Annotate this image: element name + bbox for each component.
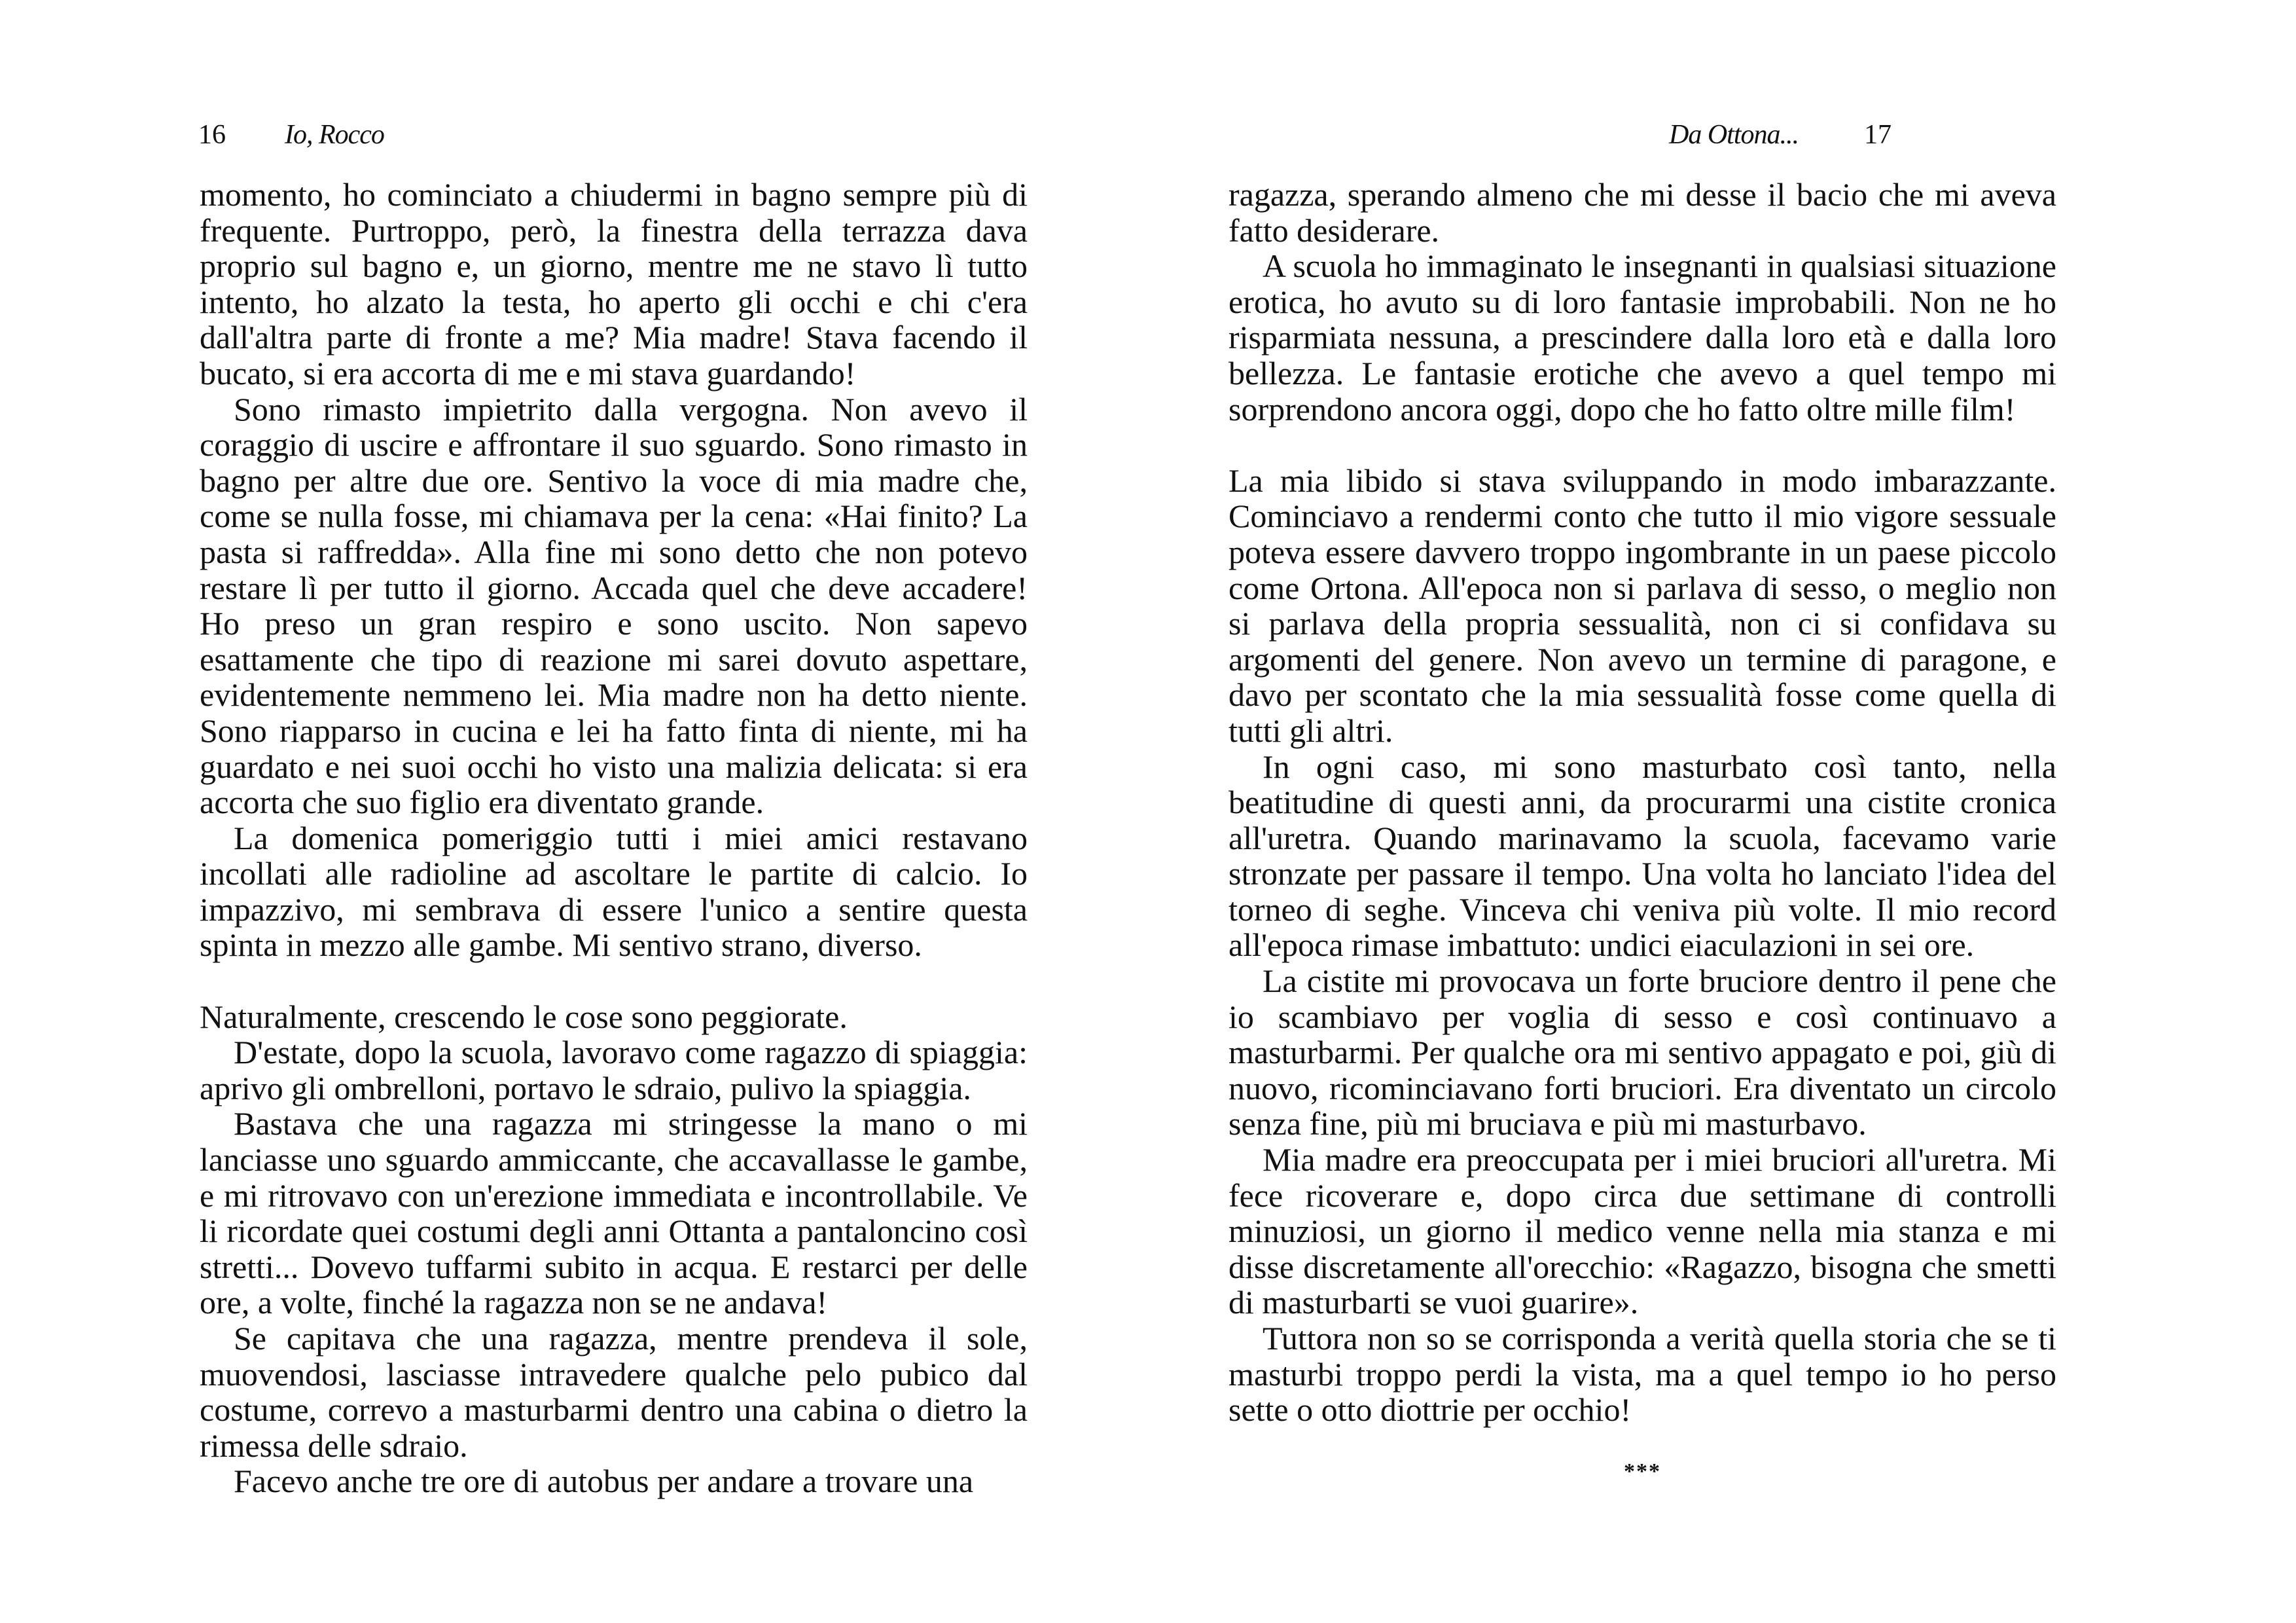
right-paragraph-6: Mia madre era preoccupata per i miei bruciori all'uretra. Mi fece ricoverare e, dopo circa due settimane di controlli minuziosi, un giorno il medico venne nella mia stanza e mi disse discretamente all'orecchio: «Ragazzo, bisogna che smetti di masturbarti se vuoi guarire». [1229,1141,2056,1321]
left-paragraph-2: Sono rimasto impietrito dalla vergogna. Non avevo il coraggio di uscire e affrontare il suo sguardo. Sono rimasto in bagno per altre due ore. Sentivo la voce di mia madre che, come se nulla fosse, mi chiamava per la cena: «Hai finito? La pasta si raffredda». Alla fine mi sono detto che non potevo restare lì per tutto il giorno. Accada quel che deve accadere! Ho preso un gran respiro e sono uscito. Non sapevo esattamente che tipo di reazione mi sarei dovuto aspettare, evidentemente nemmeno lei. Mia madre non ha detto niente. Sono riapparso in cucina e lei ha fatto finta di niente, mi ha guardato e nei suoi occhi ho visto una malizia delicata: si era accorta che suo figlio era diventato grande. [200,390,1028,821]
left-paragraph-5: D'estate, dopo la scuola, lavoravo come ragazzo di spiaggia: aprivo gli ombrelloni, portavo le sdraio, pulivo la spiaggia. [200,1034,1028,1106]
left-paragraph-6: Bastava che una ragazza mi stringesse la mano o mi lanciasse uno sguardo ammiccante, che accavallasse le gambe, e mi ritrovavo con un'erezione immediata e incontrollabile. Ve li ricordate quei costumi degli anni Ottanta a pantaloncino così stretti... Dovevo tuffarmi subito in acqua. E restarci per delle ore, a volte, finché la ragazza non se ne andava! [200,1105,1028,1321]
right-running-head [1669,117,1892,153]
right-paragraph-7: Tuttora non so se corrisponda a verità quella storia che se ti masturbi troppo perdi la vista, ma a quel tempo io ho perso sette o otto diottrie per occhio! [1229,1320,2056,1429]
left-body-text [200,177,1028,1499]
left-paragraph-8: Facevo anche tre ore di autobus per andare a trovare una [234,1463,974,1500]
right-page-number: 17 [1864,120,1892,150]
left-paragraph-3: La domenica pomeriggio tutti i miei amici restavano incollati alle radioline ad ascoltare le partite di calcio. Io impazzivo, mi sembrava di essere l'unico a sentire questa spinta in mezzo alle gambe. Mi sentivo strano, diverso. [200,819,1028,964]
right-running-title: Da Ottona... [1669,120,1799,150]
left-running-head [198,117,384,153]
right-paragraph-5: La cistite mi provocava un forte bruciore dentro il pene che io scambiavo per voglia di sesso e così continuavo a masturbarmi. Per qualche ora mi sentivo appagato e poi, giù di nuovo, ricominciavano forti bruciori. Era diventato un circolo senza fine, più mi bruciava e più mi masturbavo. [1229,962,2056,1142]
left-paragraph-1: momento, ho cominciato a chiudermi in bagno sempre più di frequente. Purtroppo, però, la finestra della terrazza dava proprio sul bagno e, un giorno, mentre me ne stavo lì tutto intento, ho alzato la testa, ho aperto gli occhi e chi c'era dall'altra parte di fronte a me? Mia madre! Stava facendo il bucato, si era accorta di me e mi stava guardando! [200,176,1028,392]
section-break-ornament: *** [1624,1459,1661,1484]
right-paragraph-3: La mia libido si stava sviluppando in modo imbarazzante. Cominciavo a rendermi conto che tutto il mio vigore sessuale poteva essere davvero troppo ingombrante in un paese piccolo come Ortona. All'epoca non si parlava di sesso, o meglio non si parlava della propria sessualità, non ci si confidava su argomenti del genere. Non avevo un termine di paragone, e davo per scontato che la mia sessualità fosse come quella di tutti gli altri. [1229,462,2056,749]
left-paragraph-7: Se capitava che una ragazza, mentre prendeva il sole, muovendosi, lasciasse intravedere qualche pelo pubico dal costume, correvo a masturbarmi dentro una cabina o dietro la rimessa delle sdraio. [200,1320,1028,1464]
right-page [1148,0,2296,1623]
right-paragraph-2: A scuola ho immaginato le insegnanti in qualsiasi situazione erotica, ho avuto su di loro fantasie improbabili. Non ne ho risparmiata nessuna, a prescindere dalla loro età e dalla loro bellezza. Le fantasie erotiche che avevo a quel tempo mi sorprendono ancora oggi, dopo che ho fatto oltre mille film! [1229,247,2056,428]
left-running-title: Io, Rocco [285,120,384,150]
right-body-text [1229,177,2056,1489]
left-page-number: 16 [198,120,226,150]
left-paragraph-4: Naturalmente, crescendo le cose sono peggiorate. [200,998,848,1035]
right-paragraph-4: In ogni caso, mi sono masturbato così tanto, nella beatitudine di questi anni, da procurarmi una cistite cronica all'uretra. Quando marinavamo la scuola, facevamo varie stronzate per passare il tempo. Una volta ho lanciato l'idea del torneo di seghe. Vinceva chi veniva più volte. Il mio record all'epoca rimase imbattuto: undici eiaculazioni in sei ore. [1229,748,2056,964]
right-paragraph-1: ragazza, sperando almeno che mi desse il bacio che mi aveva fatto desiderare. [1229,176,2056,249]
